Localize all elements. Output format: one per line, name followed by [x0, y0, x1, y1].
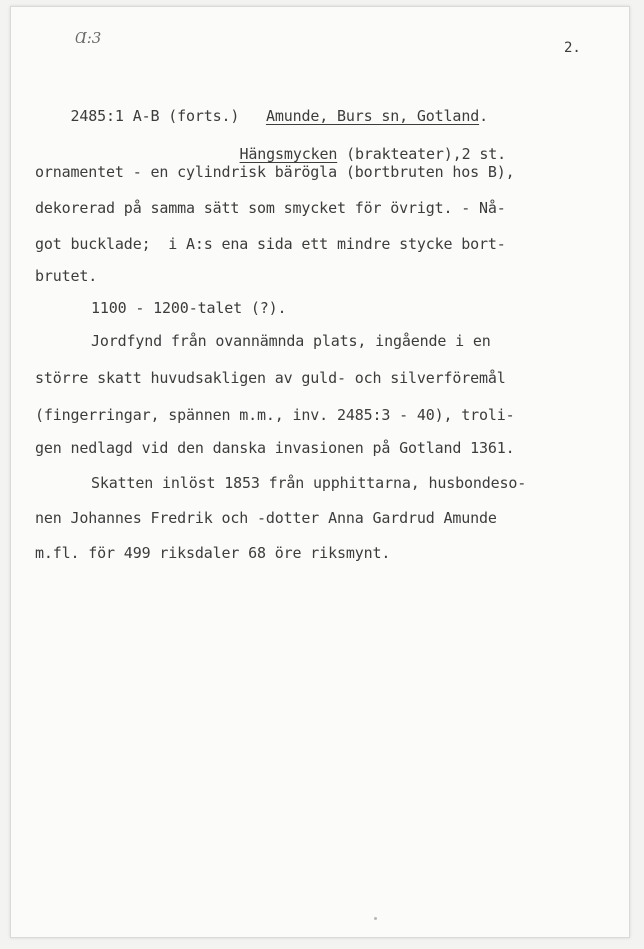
catalog-card: [10, 6, 630, 938]
object-title: Hängsmycken: [239, 145, 338, 163]
acquisition-line: m.fl. för 499 riksdaler 68 öre riksmynt.: [35, 544, 391, 562]
find-location: Amunde, Burs sn, Gotland: [265, 107, 480, 125]
dating-line: 1100 - 1200-talet (?).: [91, 299, 287, 317]
handwritten-mark: Ɑ:3: [75, 29, 102, 47]
acquisition-line: Skatten inlöst 1853 från upphittarna, husbondeso-: [91, 474, 527, 492]
inventory-number: 2485:1 A-B (forts.): [70, 107, 240, 125]
acquisition-line: nen Johannes Fredrik och -dotter Anna Gardrud Amunde: [35, 509, 497, 527]
find-line: (fingerringar, spännen m.m., inv. 2485:3 - 40), troli-: [35, 406, 515, 424]
entry-header-line: 2485:1 A-B (forts.) Amunde, Burs sn, Gotland.: [70, 107, 488, 125]
description-line: got bucklade; i A:s ena sida ett mindre stycke bort-: [35, 235, 506, 253]
object-subtitle: (brakteater),2 st.: [337, 145, 506, 163]
page-number: 2.: [564, 40, 581, 56]
description-line: dekorerad på samma sätt som smycket för övrigt. - Nå-: [35, 199, 506, 217]
paper-speck: [374, 917, 377, 920]
find-line: större skatt huvudsakligen av guld- och silverföremål: [35, 369, 506, 387]
description-line: brutet.: [35, 267, 98, 285]
description-line: ornamentet - en cylindrisk bärögla (bortbruten hos B),: [35, 163, 515, 181]
find-line: Jordfynd från ovannämnda plats, ingående i en: [91, 332, 491, 350]
find-line: gen nedlagd vid den danska invasionen på Gotland 1361.: [35, 439, 515, 457]
